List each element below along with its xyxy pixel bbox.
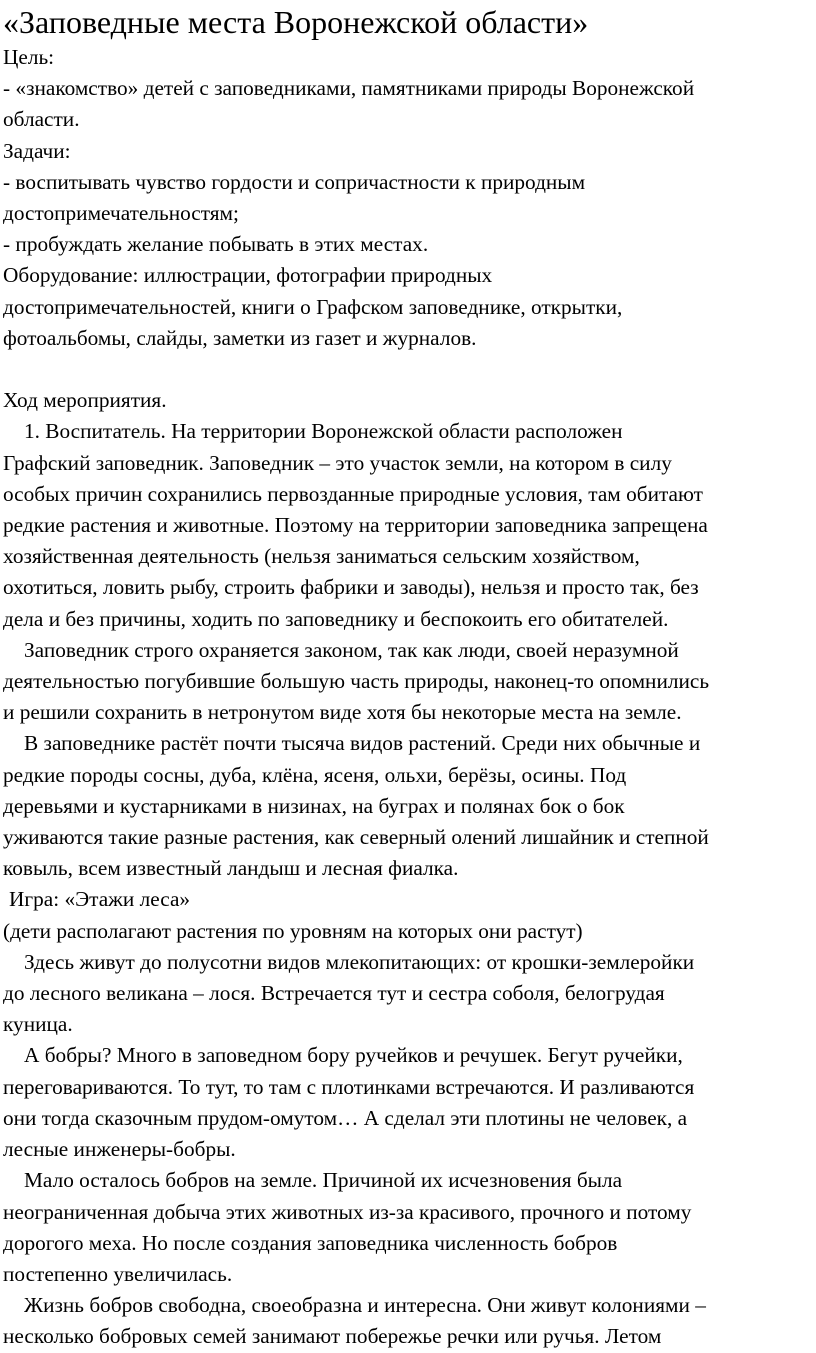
text-line: деятельностью погубившие большую часть природы, наконец-то опомнились	[3, 669, 710, 694]
text-line: А бобры? Много в заповедном бору ручейков и речушек. Бегут ручейки,	[24, 1043, 683, 1068]
text-line: достопримечательностям;	[3, 201, 239, 226]
text-line: Игра: «Этажи леса»	[9, 887, 191, 912]
text-line: 1. Воспитатель. На территории Воронежской области расположен	[24, 419, 623, 444]
text-line: - пробуждать желание побывать в этих местах.	[3, 232, 429, 257]
text-line: Здесь живут до полусотни видов млекопитающих: от крошки-землеройки	[24, 949, 695, 974]
text-line: и решили сохранить в нетронутом виде хотя бы некоторые места на земле.	[3, 700, 682, 725]
text-line: до лесного великана – лося. Встречается тут и сестра соболя, белогрудая	[3, 981, 665, 1006]
text-line: области.	[3, 107, 80, 132]
text-line: В заповеднике растёт почти тысяча видов растений. Среди них обычные и	[24, 731, 701, 756]
text-line: ковыль, всем известный ландыш и лесная фиалка.	[3, 856, 459, 881]
text-line: Цель:	[3, 45, 55, 69]
text-line: редкие породы сосны, дуба, клёна, ясеня, ольхи, берёзы, осины. Под	[3, 762, 627, 787]
text-line: уживаются такие разные растения, как северный олений лишайник и степной	[3, 825, 709, 850]
text-line: Мало осталось бобров на земле. Причиной их исчезновения была	[24, 1168, 623, 1193]
text-line: - воспитывать чувство гордости и сопричастности к природным	[3, 169, 586, 194]
text-line: (дети располагают растения по уровням на которых они растут)	[3, 918, 583, 943]
text-line: редкие растения и животные. Поэтому на территории заповедника запрещена	[3, 513, 708, 538]
document-body	[3, 42, 810, 1353]
text-line: особых причин сохранились первозданные природные условия, там обитают	[3, 481, 703, 506]
text-line: Оборудование: иллюстрации, фотографии природных	[3, 263, 493, 288]
text-line: лесные инженеры-бобры.	[3, 1137, 236, 1162]
text-line: хозяйственная деятельность (нельзя заниматься сельским хозяйством,	[3, 544, 640, 569]
text-line: Жизнь бобров свободна, своеобразна и интересна. Они живут колониями –	[24, 1293, 706, 1318]
text-line: Задачи:	[3, 138, 71, 163]
text-line: охотиться, ловить рыбу, строить фабрики и заводы), нельзя и просто так, без	[3, 575, 699, 600]
text-line: - «знакомство» детей с заповедниками, памятниками природы Воронежской	[3, 76, 695, 101]
document-title: «Заповедные места Воронежской области»	[3, 4, 589, 40]
text-line: фотоальбомы, слайды, заметки из газет и журналов.	[3, 325, 477, 350]
text-line: дорогого меха. Но после создания заповедника численность бобров	[3, 1230, 618, 1255]
text-line: куница.	[3, 1012, 73, 1037]
text-line: деревьями и кустарниками в низинах, на буграх и полянах бок о бок	[3, 793, 625, 818]
text-line: они тогда сказочным прудом-омутом… А сделал эти плотины не человек, а	[3, 1105, 688, 1130]
text-line: Заповедник строго охраняется законом, так как люди, своей неразумной	[24, 637, 679, 662]
text-line: Ход мероприятия.	[3, 388, 167, 413]
text-line: Графский заповедник. Заповедник – это участок земли, на котором в силу	[3, 450, 672, 475]
text-line: несколько бобровых семей занимают побережье речки или ручья. Летом	[3, 1324, 662, 1349]
text-line: достопримечательностей, книги о Графском заповеднике, открытки,	[3, 294, 623, 319]
text-line: переговариваются. То тут, то там с плотинками встречаются. И разливаются	[3, 1074, 695, 1099]
text-line: дела и без причины, ходить по заповеднику и беспокоить его обитателей.	[3, 606, 669, 631]
blank-line	[3, 354, 810, 385]
text-line: неограниченная добыча этих животных из-за красивого, прочного и потому	[3, 1199, 692, 1224]
text-line: постепенно увеличилась.	[3, 1261, 233, 1286]
